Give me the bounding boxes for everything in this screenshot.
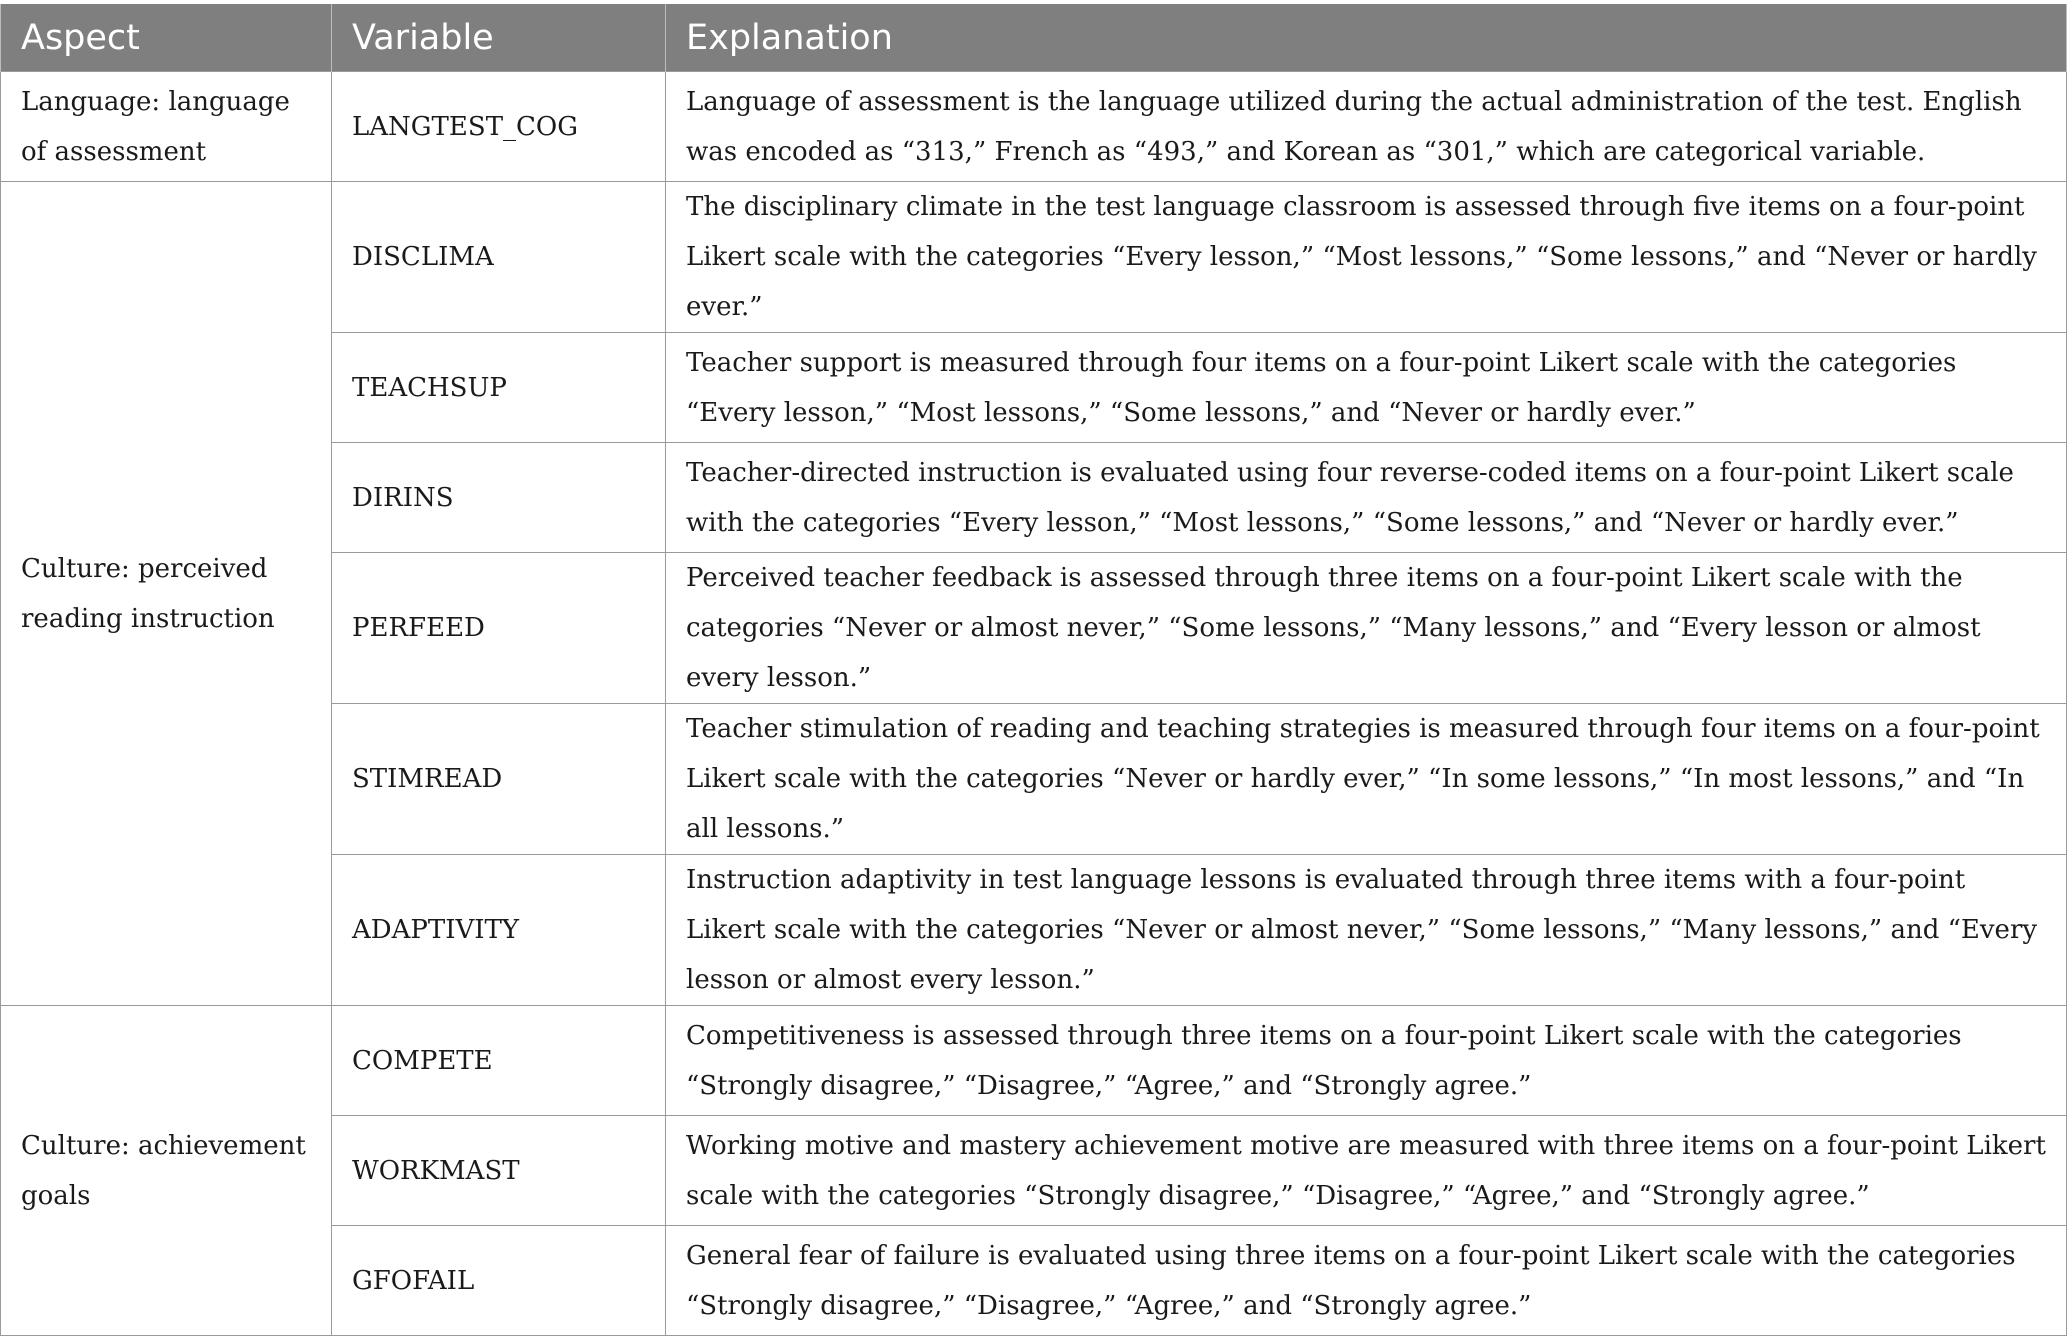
aspect-cell: Language: language of assessment	[1, 72, 332, 182]
header-explanation: Explanation	[666, 4, 2067, 72]
table-row	[1, 1006, 2067, 1116]
explanation-cell: General fear of failure is evaluated using three items on a four-point Likert scale with the categories “Strongly disagree,” “Disagree,” “Agree,” and “Strongly agree.”	[666, 1226, 2067, 1336]
variable-cell: DISCLIMA	[332, 182, 666, 333]
explanation-cell: Instruction adaptivity in test language lessons is evaluated through three items with a four-point Likert scale with the categories “Never or almost never,” “Some lessons,” “Many lessons,” and “Every lesson or almost every lesson.”	[666, 855, 2067, 1006]
explanation-cell: Competitiveness is assessed through three items on a four-point Likert scale with the categories “Strongly disagree,” “Disagree,” “Agree,” and “Strongly agree.”	[666, 1006, 2067, 1116]
aspect-cell: Culture: achievement goals	[1, 1006, 332, 1336]
aspect-cell: Culture: perceived reading instruction	[1, 182, 332, 1006]
header-aspect: Aspect	[1, 4, 332, 72]
variables-table	[0, 4, 2067, 1336]
variable-cell: WORKMAST	[332, 1116, 666, 1226]
explanation-cell: Working motive and mastery achievement motive are measured with three items on a four-point Likert scale with the categories “Strongly disagree,” “Disagree,” “Agree,” and “Strongly agree.”	[666, 1116, 2067, 1226]
explanation-cell: Teacher support is measured through four items on a four-point Likert scale with the categories “Every lesson,” “Most lessons,” “Some lessons,” and “Never or hardly ever.”	[666, 333, 2067, 443]
variable-cell: GFOFAIL	[332, 1226, 666, 1336]
header-variable: Variable	[332, 4, 666, 72]
variable-cell: COMPETE	[332, 1006, 666, 1116]
variable-cell: DIRINS	[332, 443, 666, 553]
explanation-cell: Teacher stimulation of reading and teaching strategies is measured through four items on a four-point Likert scale with the categories “Never or hardly ever,” “In some lessons,” “In most lessons,” and “In all lessons.”	[666, 704, 2067, 855]
variable-cell: PERFEED	[332, 553, 666, 704]
explanation-cell: Perceived teacher feedback is assessed through three items on a four-point Likert scale with the categories “Never or almost never,” “Some lessons,” “Many lessons,” and “Every lesson or almost every lesson.”	[666, 553, 2067, 704]
table-header-row	[1, 4, 2067, 72]
variable-cell: TEACHSUP	[332, 333, 666, 443]
table-row	[1, 182, 2067, 333]
explanation-cell: Language of assessment is the language utilized during the actual administration of the test. English was encoded as “313,” French as “493,” and Korean as “301,” which are categorical variable.	[666, 72, 2067, 182]
explanation-cell: Teacher-directed instruction is evaluated using four reverse-coded items on a four-point Likert scale with the categories “Every lesson,” “Most lessons,” “Some lessons,” and “Never or hardly ever.”	[666, 443, 2067, 553]
variable-cell: STIMREAD	[332, 704, 666, 855]
variable-cell: LANGTEST_COG	[332, 72, 666, 182]
variable-cell: ADAPTIVITY	[332, 855, 666, 1006]
table-row	[1, 72, 2067, 182]
explanation-cell: The disciplinary climate in the test language classroom is assessed through five items on a four-point Likert scale with the categories “Every lesson,” “Most lessons,” “Some lessons,” and “Never or hardly ever.”	[666, 182, 2067, 333]
